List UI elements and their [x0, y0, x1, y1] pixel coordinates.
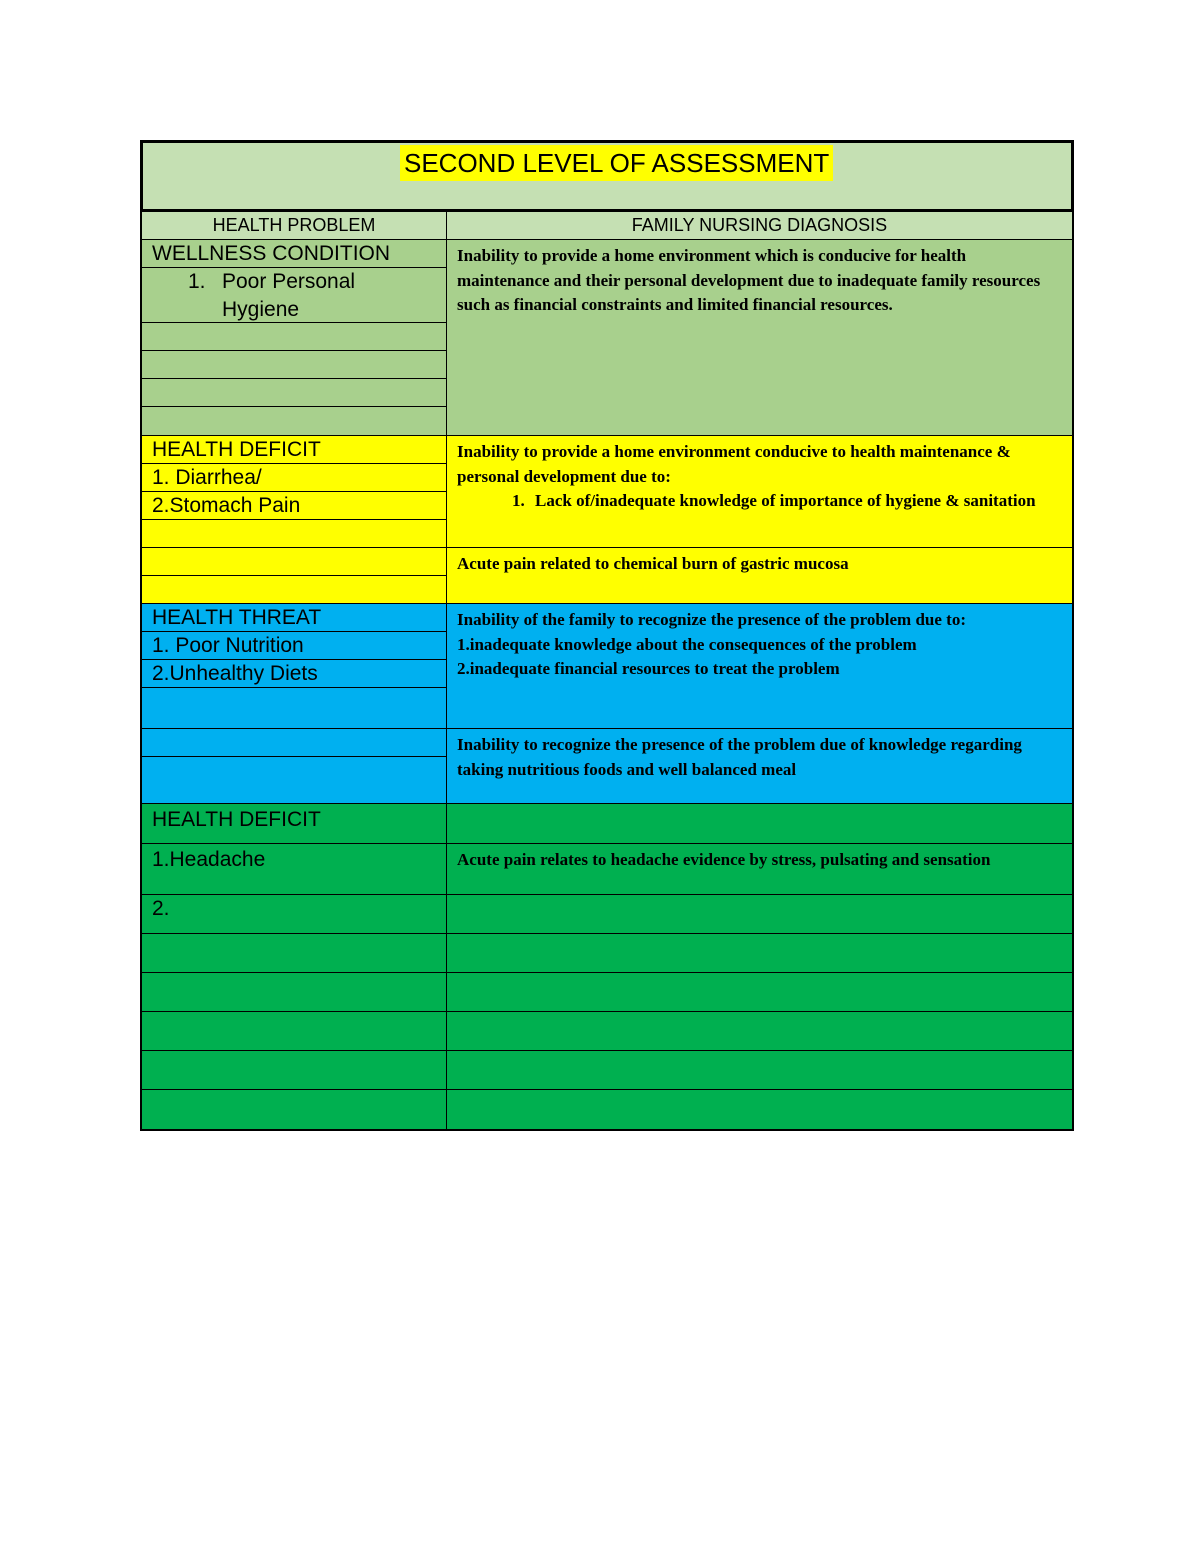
empty-cell	[141, 519, 447, 548]
empty-cell	[446, 894, 1073, 934]
empty-cell	[446, 1011, 1073, 1051]
wellness-item-line2: Hygiene	[222, 298, 300, 321]
empty-cell	[141, 378, 447, 407]
deficit-diagnosis-1-intro: Inability to provide a home environment conducive to health maintenance & personal development due to:	[457, 442, 1011, 486]
deficit-diagnosis-2: Acute pain related to chemical burn of gastric mucosa	[446, 547, 1073, 604]
wellness-item-line1: Poor Personal	[222, 270, 356, 293]
empty-cell	[141, 547, 447, 576]
empty-cell	[141, 350, 447, 379]
threat-diagnosis-1	[446, 603, 1073, 729]
empty-cell	[141, 933, 447, 973]
deficit-category: HEALTH DEFICIT	[141, 435, 447, 464]
header-nursing-diagnosis: FAMILY NURSING DIAGNOSIS	[446, 211, 1073, 240]
empty-cell	[446, 933, 1073, 973]
empty-cell	[141, 1089, 447, 1130]
empty-cell	[141, 1050, 447, 1090]
empty-cell	[141, 687, 447, 729]
empty-cell	[446, 1050, 1073, 1090]
deficit-item-1: 1. Diarrhea/	[141, 463, 447, 492]
empty-cell	[446, 803, 1073, 844]
page-title: SECOND LEVEL OF ASSESSMENT	[400, 145, 833, 181]
wellness-item-1	[141, 267, 447, 323]
threat-category: HEALTH THREAT	[141, 603, 447, 632]
empty-cell	[141, 322, 447, 351]
deficit2-category: HEALTH DEFICIT	[141, 803, 447, 844]
threat-diagnosis-1-line1: Inability of the family to recognize the presence of the problem due to:	[457, 610, 966, 629]
wellness-diagnosis: Inability to provide a home environment which is conducive for health maintenance and their personal development due to inadequate family resources such as financial constraints and limited financial resources.	[446, 239, 1073, 436]
empty-cell	[141, 1011, 447, 1051]
deficit2-item-1: 1.Headache	[141, 843, 447, 895]
empty-cell	[141, 756, 447, 804]
wellness-category: WELLNESS CONDITION	[141, 239, 447, 268]
deficit-item-2: 2.Stomach Pain	[141, 491, 447, 520]
wellness-item-number: 1.	[188, 270, 206, 293]
threat-diagnosis-2: Inability to recognize the presence of the problem due of knowledge regarding taking nutritious foods and well balanced meal	[446, 728, 1073, 804]
header-health-problem: HEALTH PROBLEM	[141, 211, 447, 240]
empty-cell	[141, 406, 447, 436]
deficit-diagnosis-1	[446, 435, 1073, 548]
empty-cell	[446, 1089, 1073, 1130]
deficit-diagnosis-1-list	[457, 489, 1062, 514]
empty-cell	[141, 575, 447, 604]
deficit2-item-2: 2.	[141, 894, 447, 934]
threat-item-2: 2.Unhealthy Diets	[141, 659, 447, 688]
deficit-diagnosis-1-point: 1. Lack of/inadequate knowledge of importance of hygiene & sanitation	[529, 489, 1062, 514]
empty-cell	[141, 972, 447, 1012]
empty-cell	[141, 728, 447, 757]
threat-diagnosis-1-line3: 2.inadequate financial resources to treat the problem	[457, 659, 840, 678]
threat-diagnosis-1-line2: 1.inadequate knowledge about the consequences of the problem	[457, 634, 917, 654]
deficit2-diagnosis-1: Acute pain relates to headache evidence by stress, pulsating and sensation	[446, 843, 1073, 895]
empty-cell	[446, 972, 1073, 1012]
threat-item-1: 1. Poor Nutrition	[141, 631, 447, 660]
